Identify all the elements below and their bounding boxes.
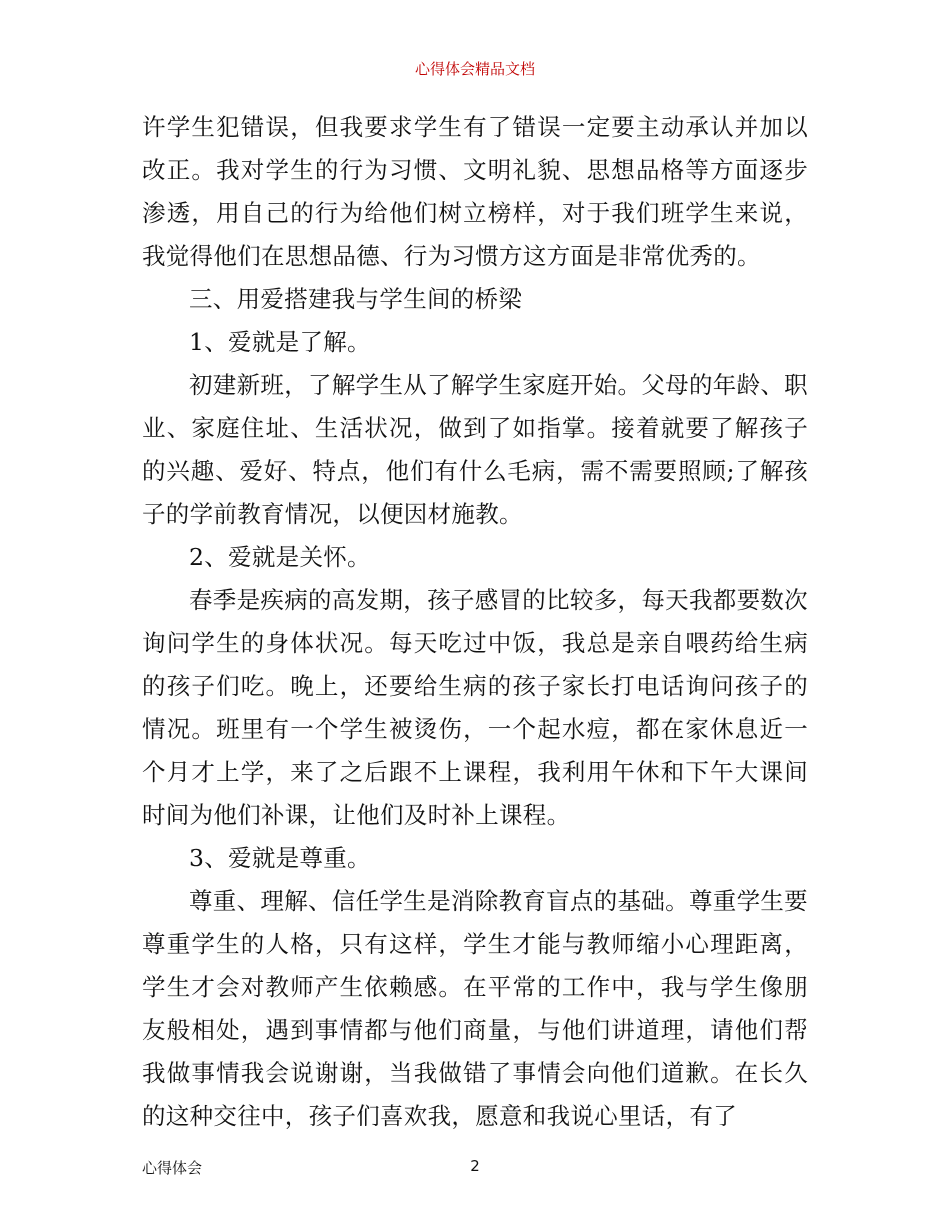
page-header: 心得体会精品文档 <box>414 60 535 78</box>
subheading: 2、爱就是关怀。 <box>189 543 371 571</box>
footer-label: 心得体会 <box>142 1159 203 1177</box>
subheading: 3、爱就是尊重。 <box>189 844 371 872</box>
paragraph: 尊重、理解、信任学生是消除教育盲点的基础。尊重学生要尊重学生的人格，只有这样，学生才能与教师缩小心理距离，学生才会对教师产生依赖感。在平常的工作中，我与学生像朋友般相处，遇到事情都与他们商量，与他们讲道理，请他们帮我做事情我会说谢谢，当我做错了事情会向他们道歉。在长久的这种交往中，孩子们喜欢我，愿意和我说心里话，有了 <box>142 887 808 1130</box>
paragraph: 初建新班，了解学生从了解学生家庭开始。父母的年龄、职业、家庭住址、生活状况，做到了如指掌。接着就要了解孩子的兴趣、爱好、特点，他们有什么毛病，需不需要照顾;了解孩子的学前教育情况，以便因材施教。 <box>142 371 808 528</box>
subheading: 1、爱就是了解。 <box>189 328 371 356</box>
paragraph: 春季是疾病的高发期，孩子感冒的比较多，每天我都要数次询问学生的身体状况。每天吃过中饭，我总是亲自喂药给生病的孩子们吃。晚上，还要给生病的孩子家长打电话询问孩子的情况。班里有一个学生被烫伤，一个起水痘，都在家休息近一个月才上学，来了之后跟不上课程，我利用午休和下午大课间时间为他们补课，让他们及时补上课程。 <box>142 586 808 829</box>
section-heading: 三、用爱搭建我与学生间的桥梁 <box>189 285 523 313</box>
paragraph: 许学生犯错误，但我要求学生有了错误一定要主动承认并加以改正。我对学生的行为习惯、文明礼貌、思想品格等方面逐步渗透，用自己的行为给他们树立榜样，对于我们班学生来说，我觉得他们在思想品德、行为习惯方这方面是非常优秀的。 <box>142 113 808 270</box>
document-body <box>142 106 808 1138</box>
page-number: 2 <box>470 1157 480 1175</box>
